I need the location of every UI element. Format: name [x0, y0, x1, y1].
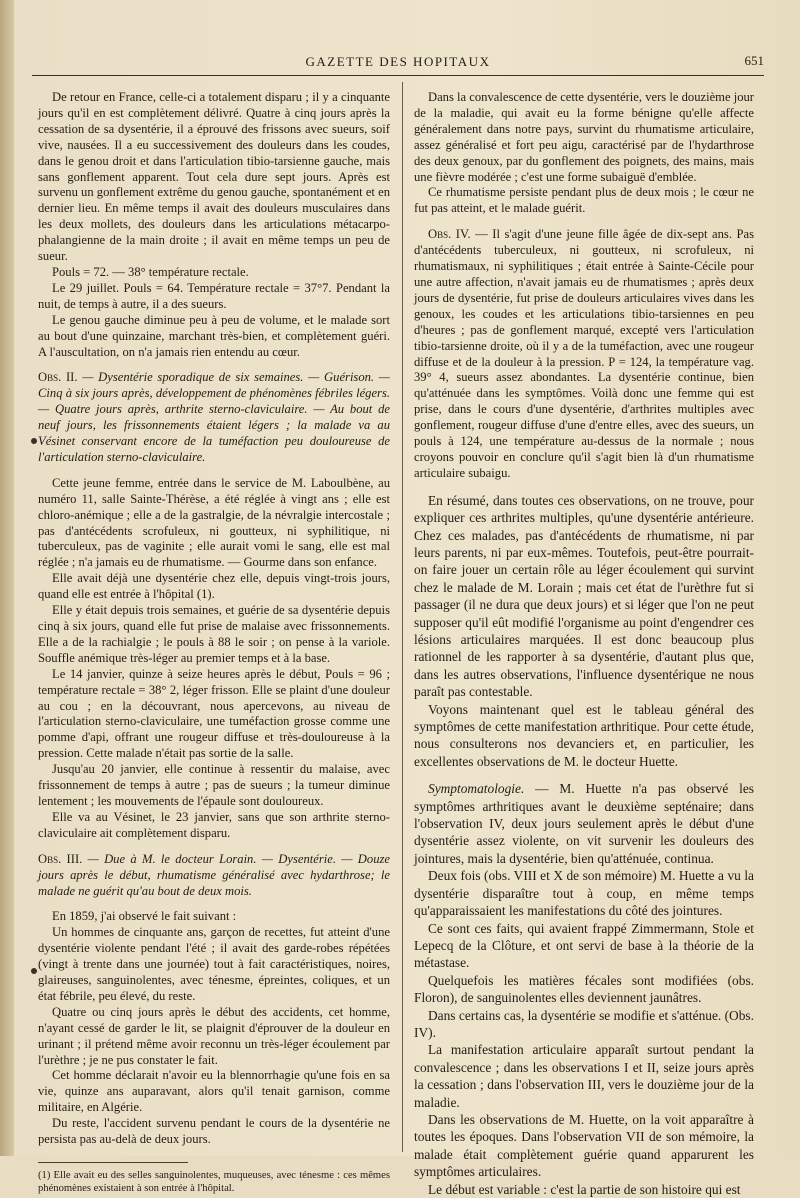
paragraph: De retour en France, celle-ci a totalement disparu ; il y a cinquante jours qu'il en est complètement délivré. Quatre à cinq jours après la cessation de sa dysentérie, il a éprouvé des frissons avec sueurs, soif vive, nausées. Il a eu successivement des douleurs dans les coudes, dans le genou droit et dans l'articulation tibio-tarsienne gauche, mais sans gonflement apparent. Tout cela dure sept jours. Après est survenu un gonflement extrême du genou gauche, spontanément et en dernier lieu. En même temps il avait des douleurs musculaires dans les deux mollets, des douleurs dans les articulations métacarpo-phalangienne de la main droite ; il avait en même temps un peu de sueur.: [38, 90, 390, 264]
page-number: 651: [744, 53, 764, 68]
symptomatology-section: [414, 780, 754, 867]
paragraph: Elle avait déjà une dysentérie chez elle, depuis vingt-trois jours, quand elle est entrée à l'hôpital (1).: [38, 571, 390, 602]
paragraph: Deux fois (obs. VIII et X de son mémoire) M. Huette a vu la dysentérie disparaître tout à coup, en même temps qu'apparaissaient les manifestations du côté des jointures.: [414, 868, 754, 919]
observation-label: Obs. II.: [38, 370, 78, 385]
section-text: — M. Huette n'a pas observé les symptômes arthritiques avant le deuxième septénaire; dans l'observation IV, deux jours seulement après le début d'une dysentérie assez violente, on vit survenir les douleurs des jointures, mais la dysentérie, bien qu'atténuée, continua.: [414, 781, 754, 866]
paragraph: La manifestation articulaire apparaît surtout pendant la convalescence ; dans les observations I et II, seize jours après la cessation ; dans l'observation III, vers le douzième jour de la maladie.: [414, 1042, 754, 1110]
paragraph: Ce sont ces faits, qui avaient frappé Zimmermann, Stole et Lepecq de la Clôture, et ont servi de base à la théorie de la métastase.: [414, 920, 754, 971]
paragraph: En résumé, dans toutes ces observations, on ne trouve, pour expliquer ces arthrites multiples, qu'une dysentérie antérieure. Chez ces malades, pas d'antécédents de rhumatisme, ni par leurs parents, ni par eux-mêmes. Toutefois, peut-être pourrait-on faire jouer un certain rôle au léger écoulement qui survint chez le malade de M. Lorain ; mais cet état de l'urèthre fut si passager (il ne dura que deux jours) et si léger que l'on ne peut supposer qu'il eût modifié l'organisme au point d'engendrer ces lésions articulaires marquées. Il est donc beaucoup plus rationnel de les rapporter à sa dysentérie, d'autant plus que, dans les autres observations, l'influence dysentérique ne nous paraît pas contestable.: [414, 492, 754, 700]
paragraph: Quelquefois les matières fécales sont modifiées (obs. Floron), de sanguinolentes elles deviennent jaunâtres.: [414, 972, 754, 1006]
observation-2-heading: [38, 370, 390, 465]
paragraph: Le 14 janvier, quinze à seize heures après le début, Pouls = 96 ; température rectale = 38° 2, léger frisson. Elle se plaint d'une douleur au cou ; en la découvrant, nous apercevons, au niveau de l'articulation sterno-claviculaire, une tuméfaction grosse comme une pomme d'api, offrant une rougeur diffuse et très-douloureuse à la pression. Cette malade n'était pas sortie de la salle.: [38, 666, 390, 761]
paragraph: Dans certains cas, la dysentérie se modifie et s'atténue. (Obs. IV).: [414, 1007, 754, 1040]
observation-title: — Due à M. le docteur Lorain. — Dysentérie. — Douze jours après le début, rhumatisme généralisé avec hydarthrose; le malade ne guérit qu'au bout de deux mois.: [38, 851, 390, 898]
observation-label: Obs. IV.: [428, 227, 471, 242]
left-column: [38, 90, 390, 1195]
journal-title: GAZETTE DES HOPITAUX: [305, 54, 491, 69]
paragraph: Elle y était depuis trois semaines, et guérie de sa dysentérie depuis cinq à six jours, quand elle fut prise de malaise avec frissonnements. Elle a de la rachialgie ; le pouls à 88 le soir ; on pense à la variole. Souffle anémique très-léger au premier temps et à la base.: [38, 603, 390, 665]
margin-ink-dot: [31, 968, 37, 974]
paragraph: Pouls = 72. — 38° température rectale.: [52, 264, 249, 279]
paragraph: Jusqu'au 20 janvier, elle continue à ressentir du malaise, avec frissonnement de temps à autre ; pas de sueurs ; la tumeur diminue lentement ; les mouvements de l'épaule sont douloureux.: [38, 762, 390, 808]
observation-3-heading: [38, 852, 390, 900]
paragraph: Le 29 juillet. Pouls = 64. Température rectale = 37°7. Pendant la nuit, de temps à autre, il a des sueurs.: [38, 280, 390, 311]
paragraph: Elle va au Vésinet, le 23 janvier, sans que son arthrite sterno-claviculaire ait complètement disparu.: [38, 809, 390, 840]
header-rule: [32, 75, 764, 76]
column-divider: [402, 82, 403, 1152]
paragraph: Voyons maintenant quel est le tableau général des symptômes de cette manifestation arthritique. Pour cette étude, nous consulterons nos devanciers et, en particulier, les excellentes observations de M. le docteur Huette.: [414, 701, 754, 769]
paragraph: Du reste, l'accident survenu pendant le cours de la dysentérie ne persista pas au-delà de deux jours.: [38, 1116, 390, 1147]
paragraph: Le genou gauche diminue peu à peu de volume, et le malade sort au bout d'une quinzaine, marchant très-bien, et complètement guéri. A l'auscultation, on n'a jamais rien entendu au cœur.: [38, 312, 390, 359]
right-column: [414, 90, 754, 1198]
paragraph: Le début est variable : c'est la partie de son histoire qui est: [428, 1181, 741, 1197]
paragraph: Cette jeune femme, entrée dans le service de M. Laboulbène, au numéro 11, salle Sainte-Thérèse, a été réglée à vingt ans ; elle est chloro-anémique ; elle a de la gastralgie, de la névralgie intercostale ; pas d'antécédents scrofuleux, ni goutteux, ni syphilitique, ni tuberculeux, pas de vaginite ; elle aurait vomi le sang, elle est mal réglée ; n'a jamais eu de rhumatisme. — Gourme dans son enfance.: [38, 475, 390, 570]
observation-label: Obs. III.: [38, 851, 83, 866]
observation-text: — Il s'agit d'une jeune fille âgée de dix-sept ans. Pas d'antécédents tuberculeux, ni goutteux, ni scrofuleux, ni rhumatismaux, ni syphilitiques ; était entrée à Sainte-Cécile pour une autre affection, n'avait jamais eu de rhumatismes ; après deux jours de dysentérie, fut prise de douleurs articulaires vives dans les genoux, les coudes et les articulations tibio-tarsiennes en peu d'heures ; pas de gonflement marqué, excepté vers l'articulation tibio-tarsienne droite, où il y a de la tuméfaction, avec une rougeur diffuse et de la douleur à la pression. P = 124, la température vag. 39° 4, sueurs assez abondantes. La dysentérie continue, bien qu'atténuée dans les symptômes. Voilà donc une femme qui est prise, dans le cours d'une dysentérie, d'arthrites multiples avec gonflement, rougeur diffuse d'une d'entre elles, avec des sueurs, un pouls à 124, une température au-dessus de la normale ; nous croyons pouvoir en conclure qu'il s'agit bien là d'un rhumatisme articulaire subaigu.: [414, 227, 754, 480]
observation-title: — Dysentérie sporadique de six semaines. — Guérison. — Cinq à six jours après, développement de phénomènes fébriles légers. — Quatre jours après, arthrite sterno-claviculaire. — Au bout de neuf jours, les frissonnements étaient légers ; la malade va au Vésinet conservant encore de la tuméfaction peu douloureuse de l'articulation sterno-claviculaire.: [38, 370, 390, 464]
paragraph: Cet homme déclarait n'avoir eu la blennorrhagie qu'une fois en sa vie, quinze ans auparavant, alors qu'il tenait garnison, comme militaire, en Algérie.: [38, 1068, 390, 1115]
paragraph: Un hommes de cinquante ans, garçon de recettes, fut atteint d'une dysentérie violente pendant l'été ; il avait des garde-robes répétées (vingt à trente dans une journée) tout à fait caractéristiques, noires, glaireuses, sanguinolentes, avec ténesme, épreintes, coliques, et un état fébrile, peu élevé, du reste.: [38, 925, 390, 1003]
paragraph: Quatre ou cinq jours après le début des accidents, cet homme, n'ayant cessé de garder le lit, se plaignit d'éprouver de la douleur en urinant ; il prétend même avoir reconnu un très-léger écoulement par l'urèthre ; je ne pus constater le fait.: [38, 1004, 390, 1067]
page-header: [32, 50, 764, 72]
margin-ink-dot: [31, 438, 37, 444]
observation-4: [414, 227, 754, 482]
footnote-rule: [38, 1162, 188, 1163]
page-binding-edge: [0, 0, 14, 1156]
paragraph: Dans la convalescence de cette dysentérie, vers le douzième jour de la maladie, qui avait eu la forme bénigne qu'elle affecte généralement dans notre pays, survint du rhumatisme articulaire, assez généralisé et fort peu aigu, caractérisé par de l'hydarthrose des deux genoux, par du gonflement des poignets, des mains, mais une fièvre modérée ; c'est une forme subaiguë d'emblée.: [414, 90, 754, 184]
paragraph: En 1859, j'ai observé le fait suivant :: [52, 909, 237, 924]
paragraph: Ce rhumatisme persiste pendant plus de deux mois ; le cœur ne fut pas atteint, et le malade guérit.: [414, 185, 754, 216]
paragraph: Dans les observations de M. Huette, on la voit apparaître à toutes les époques. Dans l'observation VII de son mémoire, la malade était complètement guérie quand apparurent les symptômes articulaires.: [414, 1111, 754, 1180]
footnote: (1) Elle avait eu des selles sanguinolentes, muqueuses, avec ténesme : ces mêmes phénomènes existaient à son entrée à l'hôpital.: [38, 1170, 390, 1194]
section-label: Symptomatologie.: [428, 781, 525, 797]
